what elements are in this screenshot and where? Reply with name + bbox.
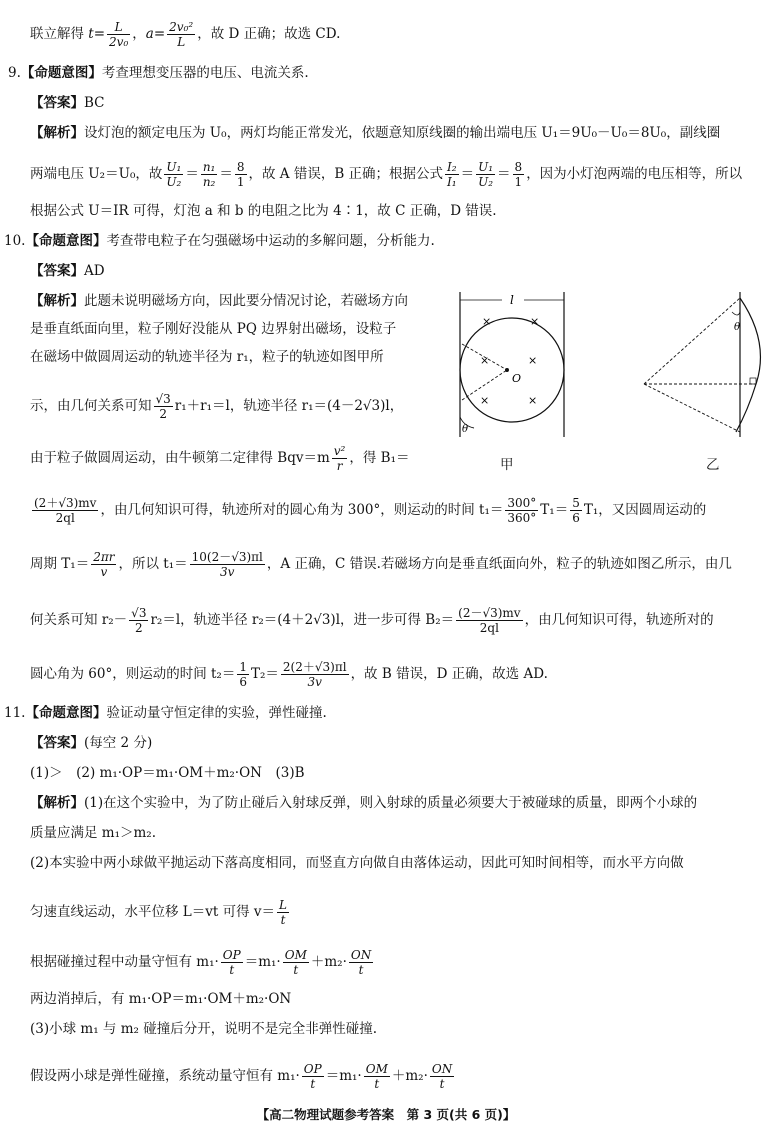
svg-text:O: O <box>512 372 522 385</box>
fraction: $\frac{L}{t}$ <box>279 898 287 927</box>
q10-explanation-6: $\frac{(2+√3)mv}{2ql}$ ，由几何知识可得，轨迹所对的圆心角为 300°，则运动的时间 t₁＝ $\frac{300^\circ}{360^\circ}$ T₁＝ $\frac{5}{6}$ T₁，又因圆周运动的 <box>34 496 707 525</box>
figure-yi <box>640 292 770 442</box>
fraction: $\frac{\text{I₂}}{\text{I₁}}$ <box>447 160 457 189</box>
svg-text:×: × <box>482 315 492 328</box>
q10-explanation-9: 圆心角为 60°，则运动的时间 t₂＝ $\frac{1}{6}$ T₂＝ $\frac{2(2+√3)\pi l}{3v}$ ，故 B 错误，D 正确，故选 AD. <box>30 660 548 689</box>
fraction: $\frac{2(2+√3)\pi l}{3v}$ <box>282 660 347 689</box>
fraction: $\frac{OM}{t}$ <box>284 948 307 977</box>
q10-explanation-5: 由于粒子做圆周运动，由牛顿第二定律得 Bqv＝m $\frac{\text{v²}}{r}$ ，得 B₁＝ <box>30 444 410 473</box>
figure-jia-caption: 甲 <box>500 457 514 473</box>
svg-text:×: × <box>530 315 540 328</box>
q11-intent: 11.【命题意图】验证动量守恒定律的实验，弹性碰撞. <box>4 705 327 721</box>
q10-explanation-2: 是垂直纸面向里，粒子刚好没能从 PQ 边界射出磁场，设粒子 <box>30 321 397 337</box>
q10-explanation-4: 示，由几何关系可知 $\frac{√3}{2}$ r₁＋r₁＝l，轨迹半径 r₁＝(4－2√3)l， <box>30 392 404 421</box>
page-footer: 【高二物理试题参考答案 第 3 页(共 6 页)】 <box>256 1107 516 1122</box>
svg-text:×: × <box>480 394 490 407</box>
fraction: $\frac{(2+√3)mv}{2ql}$ <box>34 496 97 525</box>
q11-explanation-7: (3)小球 m₁ 与 m₂ 碰撞后分开，说明不是完全非弹性碰撞. <box>30 1021 378 1037</box>
svg-text:l: l <box>510 293 514 307</box>
fraction: $\frac{5}{6}$ <box>572 496 580 525</box>
q11-answer-values: (1)＞ (2) m₁·OP＝m₁·OM＋m₂·ON (3)B <box>30 765 305 781</box>
q10-explanation-1: 【解析】此题未说明磁场方向，因此要分情况讨论，若磁场方向 <box>30 293 408 309</box>
svg-text:×: × <box>528 354 538 367</box>
fraction: $\frac{\text{U₁}}{\text{U₂}}$ <box>478 160 494 189</box>
fraction: $\frac{L}{\text{2v₀}}$ <box>109 20 129 49</box>
figure-jia <box>452 292 582 442</box>
svg-text:θ: θ <box>462 424 469 435</box>
fraction: $\frac{8}{1}$ <box>236 160 245 189</box>
q11-explanation-2: 质量应满足 m₁＞m₂. <box>30 825 157 841</box>
q9-explanation-1: 【解析】设灯泡的额定电压为 U₀，两灯均能正常发光，依题意知原线圈的输出端电压 U₁＝9U₀－U₀＝8U₀，副线圈 <box>30 125 721 141</box>
fraction: $\frac{8}{1}$ <box>514 160 523 189</box>
svg-text:θ: θ <box>734 322 741 333</box>
q11-explanation-4: 匀速直线运动，水平位移 L＝vt 可得 v＝ $\frac{L}{t}$ <box>30 898 287 927</box>
svg-text:×: × <box>528 394 538 407</box>
q10-explanation-8: 何关系可知 r₂－ $\frac{√3}{2}$ r₂＝l，轨迹半径 r₂＝(4＋2√3)l，进一步可得 B₂＝ $\frac{(2-√3)mv}{2ql}$ ，由几何知识可得，轨迹所对的 <box>30 606 714 635</box>
q11-explanation-6: 两边消掉后，有 m₁·OP＝m₁·OM＋m₂·ON <box>30 991 292 1007</box>
fraction: $\frac{OP}{t}$ <box>303 1062 322 1091</box>
fraction: $\frac{\text{v²}}{r}$ <box>333 444 346 473</box>
q9-explanation-3: 根据公式 U＝IR 可得，灯泡 a 和 b 的电阻之比为 4∶1，故 C 正确，D 错误. <box>30 203 497 219</box>
svg-text:×: × <box>480 354 490 367</box>
q10-explanation-3: 在磁场中做圆周运动的轨迹半径为 r₁，粒子的轨迹如图甲所 <box>30 349 384 365</box>
q10-answer: 【答案】AD <box>30 263 105 279</box>
q11-explanation-5: 根据碰撞过程中动量守恒有 m₁· $\frac{OP}{t}$ ＝m₁· $\frac{OM}{t}$ ＋m₂· $\frac{ON}{t}$ <box>30 948 372 977</box>
fraction: $\frac{OM}{t}$ <box>365 1062 388 1091</box>
fraction: $\frac{\text{U₁}}{\text{U₂}}$ <box>166 160 182 189</box>
q11-explanation-1: 【解析】(1)在这个实验中，为了防止碰后入射球反弹，则入射球的质量必须要大于被碰球的质量，即两个小球的 <box>30 795 698 811</box>
fraction: $\frac{OP}{t}$ <box>222 948 241 977</box>
fraction: $\frac{10(2-√3)\pi l}{3v}$ <box>191 550 263 579</box>
figure-yi-caption: 乙 <box>706 457 720 473</box>
q9-intent: 9.【命题意图】考查理想变压器的电压、电流关系. <box>8 65 309 81</box>
q11-explanation-8: 假设两小球是弹性碰撞，系统动量守恒有 m₁· $\frac{OP}{t}$ ＝m₁· $\frac{OM}{t}$ ＋m₂· $\frac{ON}{t}$ <box>30 1062 453 1091</box>
q9-answer: 【答案】BC <box>30 95 105 111</box>
fraction: $\frac{\text{2v₀²}}{L}$ <box>169 20 194 49</box>
fraction: $\frac{300^\circ}{360^\circ}$ <box>507 496 537 525</box>
fraction: $\frac{ON}{t}$ <box>350 948 372 977</box>
q11-answer: 【答案】(每空 2 分) <box>30 735 153 751</box>
q11-explanation-3: (2)本实验中两小球做平抛运动下落高度相同，而竖直方向做自由落体运动，因此可知时间相等，而水平方向做 <box>30 855 684 871</box>
fraction: $\frac{(2-√3)mv}{2ql}$ <box>458 606 521 635</box>
fraction: $\frac{\text{n₁}}{\text{n₂}}$ <box>202 160 216 189</box>
q10-explanation-7: 周期 T₁＝ $\frac{2\pi r}{v}$ ，所以 t₁＝ $\frac{10(2-√3)\pi l}{3v}$ ，A 正确，C 错误.若磁场方向是垂直纸面向外，粒子的轨迹如图乙所示，由几 <box>30 550 732 579</box>
q10-intent: 10.【命题意图】考查带电粒子在匀强磁场中运动的多解问题，分析能力. <box>4 233 435 249</box>
fraction: $\frac{ON}{t}$ <box>431 1062 453 1091</box>
line-conclusion-cd: 联立解得 t= $\frac{L}{\text{2v₀}}$ ，a= $\frac{\text{2v₀²}}{L}$ ，故 D 正确；故选 CD. <box>30 20 341 49</box>
fraction: $\frac{√3}{2}$ <box>131 606 147 635</box>
fraction: $\frac{1}{6}$ <box>239 660 247 689</box>
fraction: $\frac{2\pi r}{v}$ <box>93 550 115 579</box>
q9-explanation-2: 两端电压 U₂＝U₀，故 $\frac{\text{U₁}}{\text{U₂}}$ ＝ $\frac{\text{n₁}}{\text{n₂}}$ ＝ $\frac{8}{1}$ ，故 A 错误，B 正确；根据公式 $\frac{\text{I₂}}{\text{I₁}}$ ＝ $\frac{\text{U₁}}{\text{U₂}}$ ＝ $\frac{8}{1}$ ，因为小灯泡两端的电压相等，所以 <box>30 160 743 189</box>
fraction: $\frac{√3}{2}$ <box>155 392 171 421</box>
